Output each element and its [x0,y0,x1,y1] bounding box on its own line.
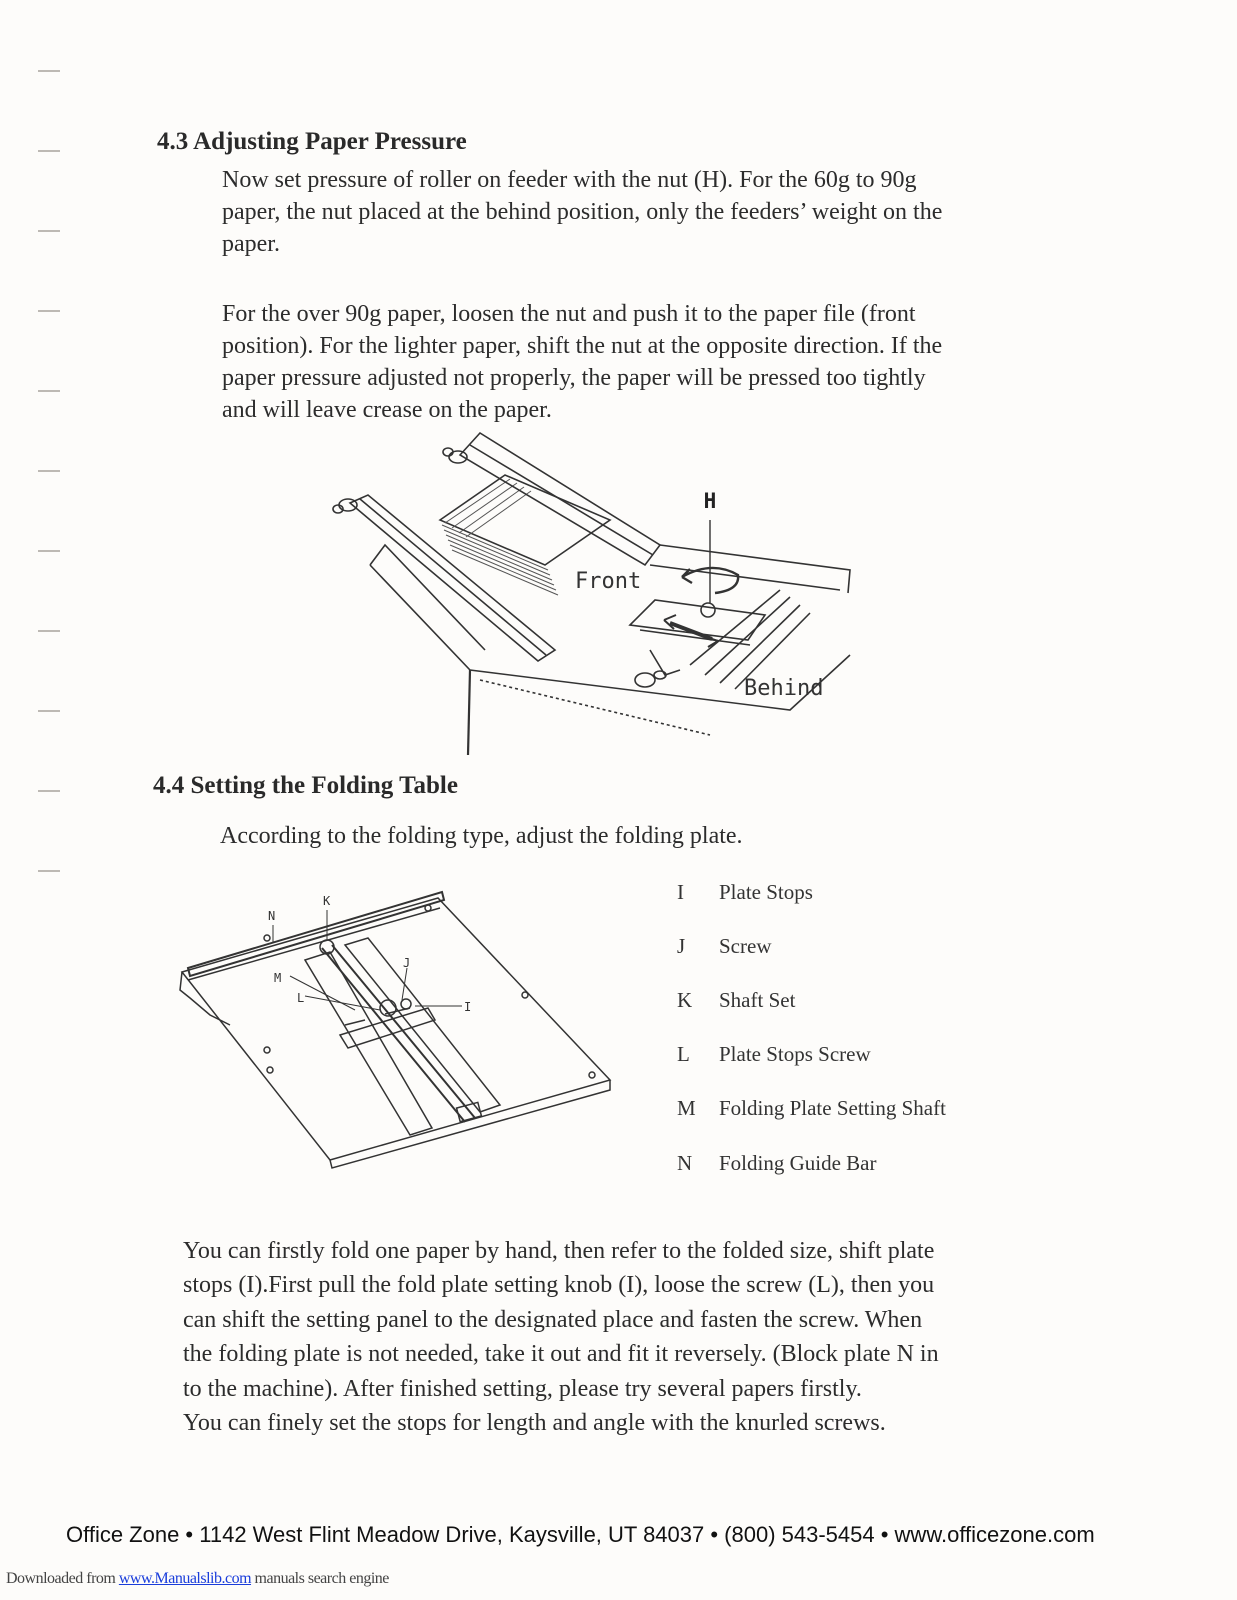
margin-mark [38,630,60,632]
legend-label: Plate Stops Screw [719,1042,871,1066]
section-heading-4-4: 4.4 Setting the Folding Table [153,772,458,799]
label-h: H [703,489,717,513]
text-line: paper. [222,231,280,257]
legend-key: I [677,880,684,904]
margin-mark [38,550,60,552]
margin-mark [38,710,60,712]
label-m: M [274,971,282,985]
text-line: Now set pressure of roller on feeder with the nut (H). For the 60g to 90g [222,167,917,193]
margin-mark [38,870,60,872]
manualslib-link[interactable]: www.Manualslib.com [118,1570,252,1587]
legend-key: J [677,934,686,958]
text-line: paper, the nut placed at the behind position, only the feeders’ weight on the [222,199,943,225]
legend-key: K [677,988,693,1012]
text-line: You can finely set the stops for length and angle with the knurled screws. [183,1410,886,1437]
paragraph-heavy-paper [222,298,942,426]
margin-mark [38,70,60,72]
margin-mark [38,390,60,392]
feeder-pressure-figure [320,425,860,760]
margin-mark [38,470,60,472]
text-line: can shift the setting panel to the designated place and fasten the screw. When [183,1306,923,1333]
section-heading-4-3: 4.3 Adjusting Paper Pressure [157,128,467,155]
legend-key: N [677,1151,693,1175]
text-line: According to the folding type, adjust the folding plate. [220,823,743,849]
text-line: position). For the lighter paper, shift the nut at the opposite direction. If the [222,333,943,359]
paragraph-folding-instructions [183,1234,939,1440]
paragraph-folding-intro [220,820,743,852]
label-behind: Behind [744,676,824,701]
legend-label: Folding Plate Setting Shaft [719,1096,946,1120]
margin-mark [38,790,60,792]
download-suffix: manuals search engine [251,1570,389,1587]
legend-label: Shaft Set [719,988,796,1012]
text-line: the folding plate is not needed, take it out and fit it reversely. (Block plate N in [183,1341,939,1368]
download-notice [6,1570,389,1588]
label-n: N [268,909,276,923]
text-line: For the over 90g paper, loosen the nut and push it to the paper file (front [222,301,916,327]
label-k: K [323,894,331,908]
text-line: and will leave crease on the paper. [222,397,552,423]
text-line: to the machine). After finished setting, please try several papers firstly. [183,1375,862,1402]
margin-mark [38,310,60,312]
footer-contact: Office Zone • 1142 West Flint Meadow Drive, Kaysville, UT 84037 • (800) 543-5454 • www.officezone.com [66,1522,1095,1547]
legend-key: L [677,1042,690,1066]
margin-mark [38,150,60,152]
text-line: You can firstly fold one paper by hand, then refer to the folded size, shift plate [183,1238,935,1264]
folding-table-figure [170,890,630,1180]
download-prefix: Downloaded from [6,1570,119,1587]
text-line: paper pressure adjusted not properly, the paper will be pressed too tightly [222,365,926,391]
label-front: Front [575,569,642,594]
margin-mark [38,230,60,232]
legend-label: Screw [719,934,772,958]
label-l: L [297,991,305,1005]
legend-key: M [677,1096,696,1120]
paragraph-roller-pressure [222,164,942,260]
label-j: J [403,956,411,970]
legend-label: Folding Guide Bar [719,1151,877,1175]
legend-label: Plate Stops [719,880,813,904]
label-i: I [464,1000,472,1014]
text-line: stops (I).First pull the fold plate setting knob (I), loose the screw (L), then you [183,1272,935,1299]
